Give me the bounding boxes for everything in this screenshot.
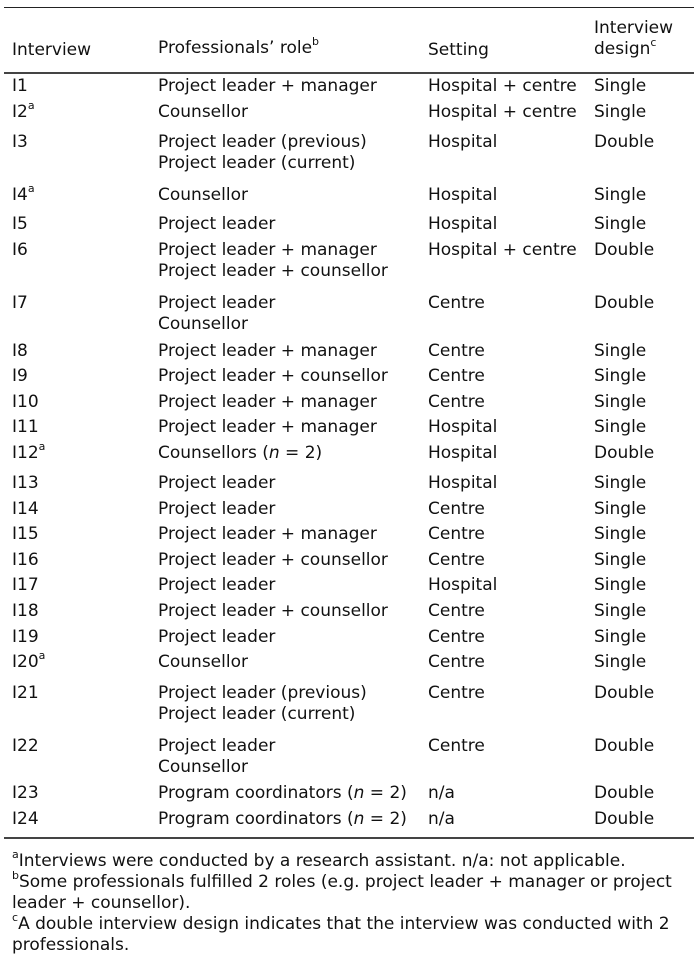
cell-interview: I15: [12, 524, 39, 544]
cell-interview: I12$^a$: [12, 440, 46, 463]
cell-role: Counsellors (n = 2): [158, 443, 323, 463]
cell-design: Single: [594, 214, 647, 234]
cell-design: Single: [594, 102, 647, 122]
cell-role: Project leader + manager: [158, 392, 377, 412]
cell-interview: I17: [12, 575, 39, 595]
cell-design: Double: [594, 683, 655, 703]
cell-role: Project leader + counsellor: [158, 601, 388, 621]
cell-design: Single: [594, 366, 647, 386]
cell-interview: I2$^a$: [12, 99, 35, 122]
cell-role: Counsellor: [158, 102, 248, 122]
cell-design: Single: [594, 473, 647, 493]
cell-role: Project leader Counsellor: [158, 293, 276, 334]
cell-design: Single: [594, 524, 647, 544]
cell-role: Project leader + counsellor: [158, 550, 388, 570]
cell-setting: Hospital: [428, 473, 498, 493]
cell-design: Single: [594, 550, 647, 570]
cell-role: Counsellor: [158, 185, 248, 205]
cell-design: Double: [594, 293, 655, 313]
cell-role: Project leader: [158, 575, 276, 595]
cell-design: Single: [594, 392, 647, 412]
cell-setting: Centre: [428, 499, 485, 519]
footnote-a: $^a$Interviews were conducted by a research assistant. n/a: not applicable.: [12, 848, 626, 871]
cell-interview: I20$^a$: [12, 649, 46, 672]
cell-role: Project leader: [158, 473, 276, 493]
cell-design: Single: [594, 499, 647, 519]
cell-interview: I10: [12, 392, 39, 412]
cell-setting: Hospital: [428, 214, 498, 234]
cell-setting: Hospital: [428, 417, 498, 437]
cell-design: Double: [594, 443, 655, 463]
footnote-b: $^b$Some professionals fulfilled 2 roles (e.g. project leader + manager or project leader + counsellor).: [12, 869, 672, 913]
footnote-marker: a: [38, 649, 46, 663]
cell-interview: I14: [12, 499, 39, 519]
header-role: Professionals’ role$^b$: [158, 35, 320, 58]
cell-interview: I1: [12, 76, 28, 96]
cell-interview: I24: [12, 809, 39, 829]
cell-design: Single: [594, 627, 647, 647]
cell-role: Project leader: [158, 627, 276, 647]
header-role-sup: b: [312, 35, 320, 49]
cell-interview: I11: [12, 417, 39, 437]
header-rule: [4, 72, 694, 74]
cell-role: Project leader Counsellor: [158, 736, 276, 777]
cell-design: Single: [594, 185, 647, 205]
table-header: [0, 18, 700, 72]
cell-setting: Centre: [428, 627, 485, 647]
cell-interview: I9: [12, 366, 28, 386]
cell-role: Project leader + counsellor: [158, 366, 388, 386]
cell-role: Project leader (previous) Project leader (current): [158, 683, 367, 724]
footnote-marker: a: [27, 182, 35, 196]
header-setting: Setting: [428, 40, 489, 60]
cell-design: Double: [594, 736, 655, 756]
cell-interview: I4$^a$: [12, 182, 35, 205]
cell-role: Project leader: [158, 499, 276, 519]
cell-interview: I5: [12, 214, 28, 234]
cell-design: Single: [594, 76, 647, 96]
cell-setting: Centre: [428, 550, 485, 570]
cell-design: Double: [594, 783, 655, 803]
cell-role: Project leader: [158, 214, 276, 234]
cell-design: Double: [594, 240, 655, 260]
cell-role: Project leader + manager: [158, 417, 377, 437]
header-interview: Interview: [12, 40, 92, 60]
cell-role: Project leader + manager: [158, 341, 377, 361]
cell-interview: I19: [12, 627, 39, 647]
footnotes: [12, 848, 694, 956]
cell-interview: I8: [12, 341, 28, 361]
cell-interview: I3: [12, 132, 28, 152]
cell-setting: Hospital: [428, 132, 498, 152]
top-rule: [4, 7, 694, 8]
cell-setting: Centre: [428, 736, 485, 756]
cell-setting: Centre: [428, 652, 485, 672]
footnote-c: $^c$A double interview design indicates that the interview was conducted with 2 professionals.: [12, 911, 670, 955]
cell-setting: Hospital + centre: [428, 102, 577, 122]
cell-setting: Hospital: [428, 575, 498, 595]
cell-interview: I18: [12, 601, 39, 621]
cell-design: Single: [594, 417, 647, 437]
cell-setting: Hospital: [428, 443, 498, 463]
cell-setting: Centre: [428, 601, 485, 621]
cell-setting: Hospital: [428, 185, 498, 205]
cell-design: Double: [594, 132, 655, 152]
cell-design: Single: [594, 341, 647, 361]
cell-role: Project leader + manager: [158, 76, 377, 96]
header-design-sup: c: [650, 36, 657, 50]
footnote-marker: a: [38, 440, 46, 454]
cell-interview: I6: [12, 240, 28, 260]
header-design: Interview design$^c$: [594, 18, 674, 59]
cell-setting: Hospital + centre: [428, 76, 577, 96]
cell-role: Counsellor: [158, 652, 248, 672]
cell-setting: n/a: [428, 783, 455, 803]
cell-interview: I21: [12, 683, 39, 703]
cell-role: Program coordinators (n = 2): [158, 809, 407, 829]
cell-interview: I23: [12, 783, 39, 803]
bottom-rule: [4, 837, 694, 839]
cell-interview: I22: [12, 736, 39, 756]
cell-setting: Centre: [428, 683, 485, 703]
cell-interview: I7: [12, 293, 28, 313]
cell-setting: Centre: [428, 524, 485, 544]
cell-setting: n/a: [428, 809, 455, 829]
cell-setting: Centre: [428, 366, 485, 386]
cell-design: Double: [594, 809, 655, 829]
cell-interview: I13: [12, 473, 39, 493]
cell-design: Single: [594, 652, 647, 672]
cell-role: Project leader + manager Project leader + counsellor: [158, 240, 388, 281]
cell-interview: I16: [12, 550, 39, 570]
cell-setting: Hospital + centre: [428, 240, 577, 260]
cell-design: Single: [594, 575, 647, 595]
cell-design: Single: [594, 601, 647, 621]
cell-role: Project leader (previous) Project leader (current): [158, 132, 367, 173]
cell-role: Program coordinators (n = 2): [158, 783, 407, 803]
cell-setting: Centre: [428, 392, 485, 412]
cell-role: Project leader + manager: [158, 524, 377, 544]
cell-setting: Centre: [428, 341, 485, 361]
cell-setting: Centre: [428, 293, 485, 313]
footnote-marker: a: [27, 99, 35, 113]
